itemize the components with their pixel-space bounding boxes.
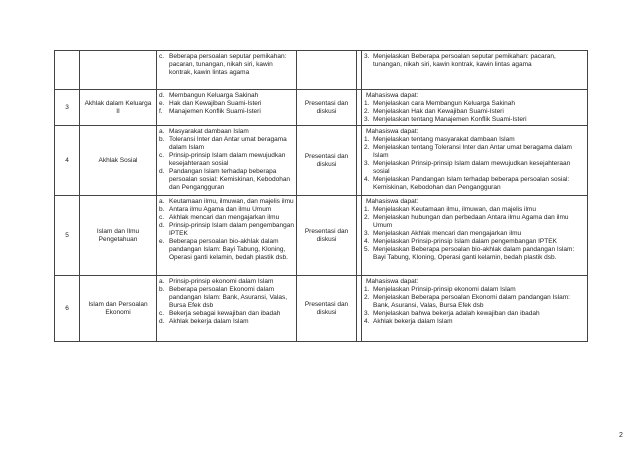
outcome-item: [364, 206, 585, 214]
content-item: [159, 100, 294, 108]
outcome-item: [364, 286, 585, 294]
item-text: Menjelaskan hubungan dan perbedaan Antara ilmu Agama dan ilmu Umum: [373, 213, 569, 229]
row-number-cell: [55, 51, 80, 90]
table-row: [55, 90, 588, 126]
outcome-item: [364, 160, 585, 176]
content-item: [159, 310, 294, 318]
item-marker: c.: [159, 52, 165, 60]
outcome-item: [364, 100, 585, 108]
item-text: Menjelaskan Prinsip-prinsip ekonomi dalam Islam: [373, 285, 516, 293]
content-item: [159, 278, 294, 286]
item-marker: d.: [159, 317, 165, 325]
outcome-item: [364, 136, 585, 144]
item-marker: b.: [159, 285, 165, 293]
item-marker: 4.: [364, 237, 370, 245]
outcome-cell: [362, 90, 588, 126]
item-text: Menjelaskan tentang Toleransi Inter dan Antar umat beragama dalam Islam: [373, 143, 572, 159]
item-text: Bekerja sebagai kewajiban dan ibadah: [169, 309, 281, 317]
topic-cell: Islam dan Ilmu Pengetahuan: [80, 196, 157, 276]
item-text: Beberapa persoalan bio-akhlak dalam pandangan Islam: Bayi Tabung, Kloning, Operasi ganti kelamin, bedah plastik dsb.: [169, 237, 288, 261]
content-item: [159, 108, 294, 116]
item-text: Menjelaskan Beberapa persoalan bio-akhlak dalam pandangan Islam: Bayi Tabung, Kloning, Operasi ganti kelamin, bedah plastik dsb.: [373, 245, 575, 261]
item-marker: a.: [159, 277, 165, 285]
content-item: [159, 128, 294, 136]
content-item: [159, 206, 294, 214]
content-item: [159, 198, 294, 206]
item-marker: 3.: [364, 309, 370, 317]
content-cell: [157, 126, 297, 196]
outcome-item: [364, 53, 585, 69]
item-text: Beberapa persoalan seputar pemikahan: pacaran, tunangan, nikah siri, kawin kontrak, kawin lintas agama: [169, 52, 287, 76]
outcome-header: Mahasiswa dapat:: [366, 127, 419, 135]
item-text: Pandangan Islam terhadap beberapa persoalan sosial: Kemiskinan, Kebodohan dan Pengangguran: [169, 167, 291, 191]
content-item: [159, 168, 294, 192]
content-item: [159, 214, 294, 222]
outcome-cell: [362, 51, 588, 90]
item-marker: a.: [159, 197, 165, 205]
item-marker: 4.: [364, 175, 370, 183]
outcome-header: Mahasiswa dapat:: [366, 91, 419, 99]
outcome-cell: [362, 126, 588, 196]
outcome-item: [364, 144, 585, 160]
item-text: Prinsip-prinsip ekonomi dalam Islam: [169, 277, 274, 285]
item-marker: e.: [159, 99, 165, 107]
item-text: Menjelaskan cara Membangun Keluarga Sakinah: [373, 99, 516, 107]
item-text: Menjelaskan tentang Manajemen Konflik Suami-Isteri: [373, 115, 527, 123]
item-text: Menjelaskan Keutamaan ilmu, ilmuwan, dan majelis ilmu: [373, 205, 536, 213]
item-text: Manajemen Konflik Suami-Isteri: [169, 107, 261, 115]
content-item: [159, 238, 294, 262]
outcome-cell: [362, 276, 588, 342]
syllabus-table: [54, 50, 588, 342]
outcome-cell: [362, 196, 588, 276]
item-text: Menjelaskan Pandangan Islam terhadap beberapa persoalan sosial: Kemiskinan, Kebodohan dan Pengangguran: [373, 175, 570, 191]
table-row: [55, 126, 588, 196]
item-text: Menjelaskan bahwa bekerja adalah kewajiban dan ibadah: [373, 309, 540, 317]
item-marker: f.: [159, 107, 163, 115]
item-text: Menjelaskan Beberapa persoalan seputar pemikahan: pacaran, tunangan, nikah siri, kawin kontrak, kawin lintas agama: [373, 52, 556, 68]
item-marker: 1.: [364, 205, 370, 213]
content-cell: [157, 196, 297, 276]
item-text: Menjelaskan Beberapa persoalan Ekonomi dalam pandangan Islam: Bank, Asuransi, Valas, Bursa Efek dsb: [373, 293, 570, 309]
item-marker: 3.: [364, 159, 370, 167]
item-marker: b.: [159, 135, 165, 143]
method-cell: Presentasi dan diskusi: [297, 196, 357, 276]
outcome-item: [364, 214, 585, 230]
row-number-cell: 3: [55, 90, 80, 126]
item-marker: 4.: [364, 317, 370, 325]
item-marker: 2.: [364, 143, 370, 151]
outcome-header: Mahasiswa dapat:: [366, 277, 419, 285]
method-cell: Presentasi dan diskusi: [297, 126, 357, 196]
content-item: [159, 53, 294, 77]
item-marker: d.: [159, 167, 165, 175]
item-text: Menjelaskan Hak dan Kewajiban Suami-Isteri: [373, 107, 504, 115]
item-text: Hak dan Kewajiban Suami-Isteri: [169, 99, 262, 107]
page-number: 2: [619, 432, 623, 439]
outcome-item: [364, 246, 585, 262]
item-marker: e.: [159, 237, 165, 245]
outcome-item: [364, 108, 585, 116]
content-item: [159, 222, 294, 238]
topic-cell: Akhlak dalam Keluarga II: [80, 90, 157, 126]
item-text: Akhlak bekerja dalam Islam: [169, 317, 249, 325]
item-text: Prinsip-prinsip Islam dalam pengembangan IPTEK: [169, 221, 295, 237]
item-text: Menjelaskan Akhlak mencari dan mengajarkan ilmu: [373, 229, 522, 237]
outcome-item: [364, 116, 585, 124]
outcome-item: [364, 318, 585, 326]
item-text: Masyarakat dambaan Islam: [169, 127, 249, 135]
row-number-cell: 5: [55, 196, 80, 276]
table-row: [55, 196, 588, 276]
item-marker: 3.: [364, 52, 370, 60]
item-marker: 2.: [364, 213, 370, 221]
topic-cell: Islam dan Persoalan Ekonomi: [80, 276, 157, 342]
content-item: [159, 136, 294, 152]
content-item: [159, 152, 294, 168]
item-marker: 1.: [364, 285, 370, 293]
content-item: [159, 286, 294, 310]
item-marker: a.: [159, 127, 165, 135]
item-text: Menjelaskan Prinsip-prinsip Islam dalam pengembangan IPTEK: [373, 237, 557, 245]
row-number-cell: 6: [55, 276, 80, 342]
item-marker: 2.: [364, 107, 370, 115]
outcome-item: [364, 176, 585, 192]
content-item: [159, 318, 294, 326]
content-cell: [157, 90, 297, 126]
content-cell: [157, 276, 297, 342]
item-marker: c.: [159, 151, 165, 159]
item-marker: 1.: [364, 99, 370, 107]
item-text: Toleransi Inter dan Antar umat beragama dalam Islam: [169, 135, 287, 151]
outcome-header: Mahasiswa dapat:: [366, 197, 419, 205]
content-item: [159, 92, 294, 100]
outcome-item: [364, 310, 585, 318]
method-cell: [297, 51, 357, 90]
item-text: Menjelaskan Prinsip-prinsip Islam dalam mewujudkan kesejahteraan sosial: [373, 159, 571, 175]
topic-cell: [80, 51, 157, 90]
item-text: Prinsip-prinsip Islam dalam mewujudkan kesejahteraan sosial: [169, 151, 286, 167]
item-marker: d.: [159, 91, 165, 99]
item-marker: d.: [159, 221, 165, 229]
item-marker: 5.: [364, 245, 370, 253]
item-marker: c.: [159, 213, 165, 221]
topic-cell: Akhlak Sosial: [80, 126, 157, 196]
content-cell: [157, 51, 297, 90]
item-text: Akhlak mencari dan mengajarkan ilmu: [169, 213, 280, 221]
item-marker: 3.: [364, 229, 370, 237]
item-marker: 3.: [364, 115, 370, 123]
method-cell: Presentasi dan diskusi: [297, 90, 357, 126]
method-cell: Presentasi dan diskusi: [297, 276, 357, 342]
outcome-item: [364, 294, 585, 310]
outcome-item: [364, 238, 585, 246]
table-row: [55, 276, 588, 342]
row-number-cell: 4: [55, 126, 80, 196]
item-text: Akhlak bekerja dalam Islam: [373, 317, 453, 325]
item-marker: 1.: [364, 135, 370, 143]
item-text: Keutamaan ilmu, ilmuwan, dan majelis ilmu: [169, 197, 294, 205]
item-marker: 2.: [364, 293, 370, 301]
outcome-item: [364, 230, 585, 238]
item-marker: b.: [159, 205, 165, 213]
item-text: Antara ilmu Agama dan ilmu Umum: [169, 205, 272, 213]
item-text: Beberapa persoalan Ekonomi dalam pandangan Islam: Bank, Asuransi, Valas, Bursa Efek dsb: [169, 285, 288, 309]
item-text: Membangun Keluarga Sakinah: [169, 91, 259, 99]
item-text: Menjelaskan tentang masyarakat dambaan Islam: [373, 135, 515, 143]
item-marker: c.: [159, 309, 165, 317]
table-row: [55, 51, 588, 90]
